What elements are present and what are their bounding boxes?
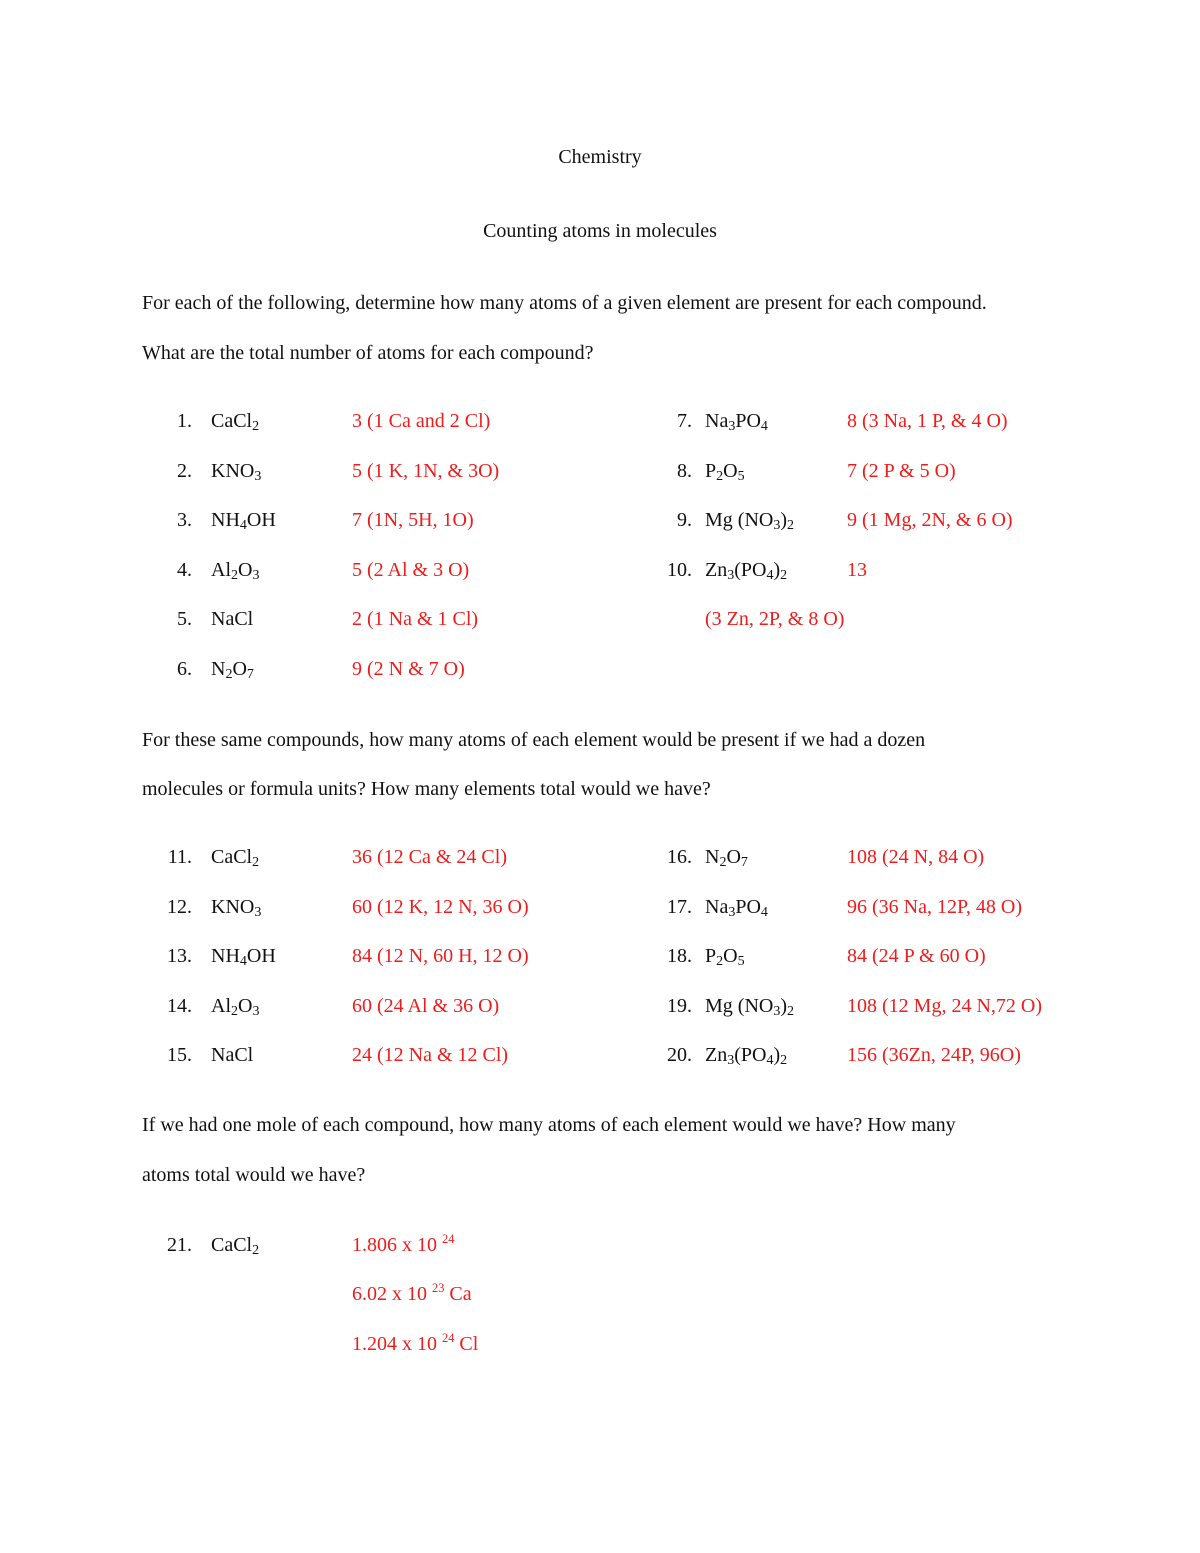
section2-item-number: 14. bbox=[167, 995, 192, 1017]
section3-instructions-line1: If we had one mole of each compound, how many atoms of each element would we have? How many bbox=[142, 1114, 956, 1136]
section1-item-formula: $Al_2O_3$ bbox=[211, 559, 260, 583]
section1-item-answer: 7 (1N, 5H, 1O) bbox=[352, 509, 474, 531]
section1-item-formula: $Zn_3(PO_4)_2$ bbox=[705, 559, 788, 583]
section2-item-formula: NaCl bbox=[211, 1044, 254, 1066]
section1-item-number: 4. bbox=[177, 559, 192, 581]
section2-item-formula: $Zn_3(PO_4)_2$ bbox=[705, 1044, 788, 1068]
section1-item-answer-detail: (3 Zn, 2P, & 8 O) bbox=[705, 608, 845, 630]
section1-item-number: 2. bbox=[177, 460, 192, 482]
section2-item-answer: 24 (12 Na & 12 Cl) bbox=[352, 1044, 509, 1066]
section1-item-answer: 8 (3 Na, 1 P, & 4 O) bbox=[847, 410, 1008, 432]
section2-item-answer: 108 (24 N, 84 O) bbox=[847, 846, 985, 868]
section1-item-formula: NaCl bbox=[211, 608, 254, 630]
section2-instructions-line2: molecules or formula units? How many elements total would we have? bbox=[142, 778, 711, 800]
section2-item-number: 11. bbox=[167, 846, 192, 868]
section2-item-formula: $N_2O_7$ bbox=[705, 846, 748, 870]
section1-item-number: 8. bbox=[677, 460, 692, 482]
page-subtitle: Counting atoms in molecules bbox=[483, 220, 717, 242]
section1-item-answer: 5 (2 Al & 3 O) bbox=[352, 559, 470, 581]
section1-item-formula: $N_2O_7$ bbox=[211, 658, 254, 682]
section3-instructions-line2: atoms total would we have? bbox=[142, 1164, 366, 1186]
section1-item-answer: 5 (1 K, 1N, & 3O) bbox=[352, 460, 500, 482]
section2-item-formula: $Na_3PO_4$ bbox=[705, 896, 768, 920]
section2-item-number: 20. bbox=[667, 1044, 692, 1066]
section2-item-number: 12. bbox=[167, 896, 192, 918]
section1-item-answer: 7 (2 P & 5 O) bbox=[847, 460, 956, 482]
section2-item-formula: Mg $(NO_3)_2$ bbox=[705, 995, 795, 1019]
section2-item-number: 16. bbox=[667, 846, 692, 868]
section3-item-answer: 6.02 x 10 $^{23}$ Ca bbox=[352, 1281, 472, 1305]
section1-item-number: 1. bbox=[177, 410, 192, 432]
section1-item-number: 9. bbox=[677, 509, 692, 531]
section1-item-number: 5. bbox=[177, 608, 192, 630]
section2-item-formula: $Al_2O_3$ bbox=[211, 995, 260, 1019]
section2-item-answer: 84 (12 N, 60 H, 12 O) bbox=[352, 945, 529, 967]
section3-item-formula: CaCl$_2$ bbox=[211, 1234, 260, 1258]
section1-item-answer: 2 (1 Na & 1 Cl) bbox=[352, 608, 479, 630]
section2-item-formula: CaCl$_2$ bbox=[211, 846, 260, 870]
section1-instructions-line1: For each of the following, determine how many atoms of a given element are present for each compound. bbox=[142, 292, 987, 314]
page-title: Chemistry bbox=[558, 146, 642, 168]
section1-item-formula: Mg $(NO_3)_2$ bbox=[705, 509, 795, 533]
section2-item-answer: 60 (24 Al & 36 O) bbox=[352, 995, 500, 1017]
section1-item-number: 6. bbox=[177, 658, 192, 680]
section2-item-answer: 96 (36 Na, 12P, 48 O) bbox=[847, 896, 1022, 918]
section1-item-formula: $Na_3PO_4$ bbox=[705, 410, 768, 434]
section1-item-formula: CaCl$_2$ bbox=[211, 410, 260, 434]
section2-item-answer: 36 (12 Ca & 24 Cl) bbox=[352, 846, 507, 868]
section2-item-number: 17. bbox=[667, 896, 692, 918]
section2-item-answer: 60 (12 K, 12 N, 36 O) bbox=[352, 896, 529, 918]
section2-item-formula: $NH_4OH$ bbox=[211, 945, 276, 969]
section1-item-formula: $NH_4OH$ bbox=[211, 509, 276, 533]
section2-item-number: 19. bbox=[667, 995, 692, 1017]
section1-item-number: 7. bbox=[677, 410, 692, 432]
section1-item-number: 3. bbox=[177, 509, 192, 531]
section2-item-formula: $KNO_3$ bbox=[211, 896, 262, 920]
section3-item-number: 21. bbox=[167, 1234, 192, 1256]
section3-item-answer: 1.806 x 10 $^{24}$ bbox=[352, 1232, 455, 1256]
section2-item-formula: $P_2O_5$ bbox=[705, 945, 745, 969]
section1-item-number: 10. bbox=[667, 559, 692, 581]
section2-instructions-line1: For these same compounds, how many atoms of each element would be present if we had a dozen bbox=[142, 729, 926, 751]
section1-item-formula: $KNO_3$ bbox=[211, 460, 262, 484]
section1-item-answer: 9 (2 N & 7 O) bbox=[352, 658, 465, 680]
section1-item-formula: $P_2O_5$ bbox=[705, 460, 745, 484]
section2-item-answer: 108 (12 Mg, 24 N,72 O) bbox=[847, 995, 1042, 1017]
section1-instructions-line2: What are the total number of atoms for each compound? bbox=[142, 342, 594, 364]
section2-item-number: 18. bbox=[667, 945, 692, 967]
section1-item-answer: 9 (1 Mg, 2N, & 6 O) bbox=[847, 509, 1013, 531]
section1-item-answer: 13 bbox=[847, 559, 867, 581]
section2-item-answer: 84 (24 P & 60 O) bbox=[847, 945, 986, 967]
section2-item-number: 13. bbox=[167, 945, 192, 967]
section1-item-answer: 3 (1 Ca and 2 Cl) bbox=[352, 410, 491, 432]
section2-item-answer: 156 (36Zn, 24P, 96O) bbox=[847, 1044, 1021, 1066]
section2-item-number: 15. bbox=[167, 1044, 192, 1066]
section3-item-answer: 1.204 x 10 $^{24}$ Cl bbox=[352, 1331, 479, 1355]
